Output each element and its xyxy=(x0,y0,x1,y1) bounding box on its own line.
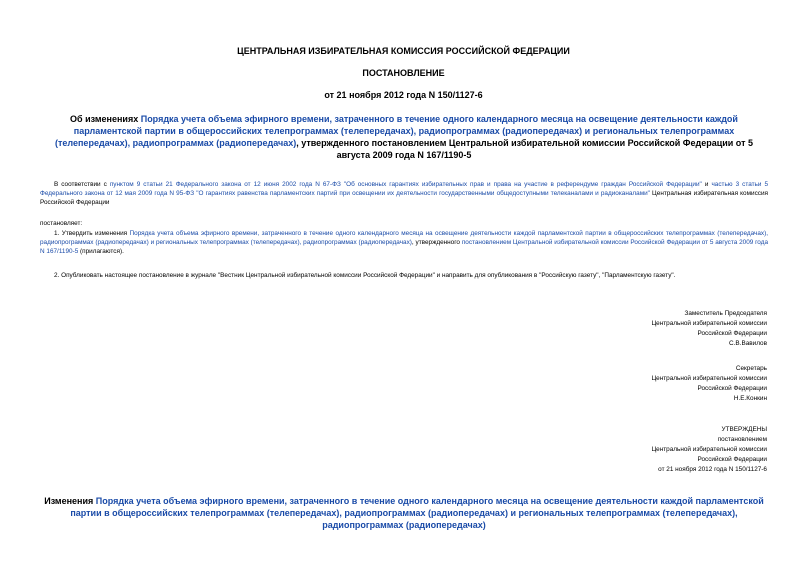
approval-stamp xyxy=(651,425,767,475)
resolves-label: постановляет: xyxy=(40,220,83,227)
signature-2-name: Н.Е.Конкин xyxy=(733,395,767,402)
preamble-paragraph xyxy=(40,180,768,207)
item-2-paragraph: 2. Опубликовать настоящее постановление в журнале "Вестник Центральной избирательной комиссии Российской Федерации" и направить для опубликования в "Российскую газету", "Парламентскую газету". xyxy=(54,272,676,279)
approved-country: Российской Федерации xyxy=(697,456,767,463)
changes-order-link[interactable]: Порядка учета объема эфирного времени, затраченного в течение одного календарного месяца на освещение деятельности каждой парламентской партии в общероссийских телепрограммах (телепередачах), радиопрограммах (радиопередачах) и региональных телепрограммах (телепередачах), радиопрограммах (радиопередачах) xyxy=(70,496,764,530)
item-1-paragraph xyxy=(40,229,768,256)
preamble-text-2: и xyxy=(701,181,712,188)
organization-heading: ЦЕНТРАЛЬНАЯ ИЗБИРАТЕЛЬНАЯ КОМИССИЯ РОССИЙСКОЙ ФЕДЕРАЦИИ xyxy=(237,46,570,56)
title-prefix: Об изменениях xyxy=(70,114,141,124)
signature-1-position: Заместитель Председателя xyxy=(684,310,767,317)
preamble-law-95-link[interactable]: частью 3 статьи 5 Федерального закона от 12 мая 2009 года N 95-ФЗ "О гарантиях равенства парламентских партий при освещении их деятельности государственными общедоступными телеканалами и радиоканалами" xyxy=(40,181,769,197)
item-1-text-3: (прилагаются). xyxy=(78,248,124,255)
signature-secretary xyxy=(651,364,767,404)
preamble-text-3: Центральная избирательная комиссия Российской Федерации xyxy=(40,190,768,206)
signature-deputy-chairman xyxy=(651,309,767,349)
title-suffix: , утвержденного постановлением Центральной избирательной комиссии Российской Федерации от 5 августа 2009 года N 167/1190-5 xyxy=(296,138,753,160)
signature-1-organization: Центральной избирательной комиссии xyxy=(651,320,767,327)
changes-heading xyxy=(40,495,768,531)
approved-by-resolution: постановлением xyxy=(717,436,767,443)
document-type-heading: ПОСТАНОВЛЕНИЕ xyxy=(362,68,445,78)
title-order-link[interactable]: Порядка учета объема эфирного времени, затраченного в течение одного календарного месяца на освещение деятельности каждой парламентской партии в общероссийских телепрограммах (телепередачах), радиопрограммах (радиопередачах) и региональных телепрограммах (телепередачах), радиопрограммах (радиопередачах) xyxy=(54,114,738,148)
signature-2-organization: Центральной избирательной комиссии xyxy=(651,375,767,382)
signature-2-position: Секретарь xyxy=(735,365,767,372)
approved-date-number: от 21 ноября 2012 года N 150/1127-6 xyxy=(658,466,767,473)
signature-2-country: Российской Федерации xyxy=(697,385,767,392)
approved-heading: УТВЕРЖДЕНЫ xyxy=(721,426,767,433)
item-1-resolution-link[interactable]: постановлением Центральной избирательной комиссии Российской Федерации от 5 августа 2009 года N 167/1190-5 xyxy=(40,239,769,255)
approved-organization: Центральной избирательной комиссии xyxy=(651,446,767,453)
preamble-law-67-link[interactable]: пунктом 9 статьи 21 Федерального закона от 12 июня 2002 года N 67-ФЗ "Об основных гарантиях избирательных прав и права на участие в референдуме граждан Российской Федерации" xyxy=(109,181,702,188)
document-title xyxy=(40,113,768,161)
item-1-text-2: , утвержденного xyxy=(411,239,462,246)
changes-prefix: Изменения xyxy=(44,496,96,506)
item-1-order-link[interactable]: Порядка учета объема эфирного времени, затраченного в течение одного календарного месяца на освещение деятельности каждой парламентской партии в общероссийских телепрограммах (телепередачах), радиопрограммах (радиопередачах) и региональных телепрограммах (телепередачах), радиопрограммах (радиопередачах) xyxy=(40,230,768,246)
item-1-text-1: 1. Утвердить изменения xyxy=(54,230,130,237)
preamble-text-1: В соответствии с xyxy=(54,181,110,188)
signature-1-country: Российской Федерации xyxy=(697,330,767,337)
document-date-number: от 21 ноября 2012 года N 150/1127-6 xyxy=(324,90,483,100)
signature-1-name: С.В.Вавилов xyxy=(729,340,767,347)
